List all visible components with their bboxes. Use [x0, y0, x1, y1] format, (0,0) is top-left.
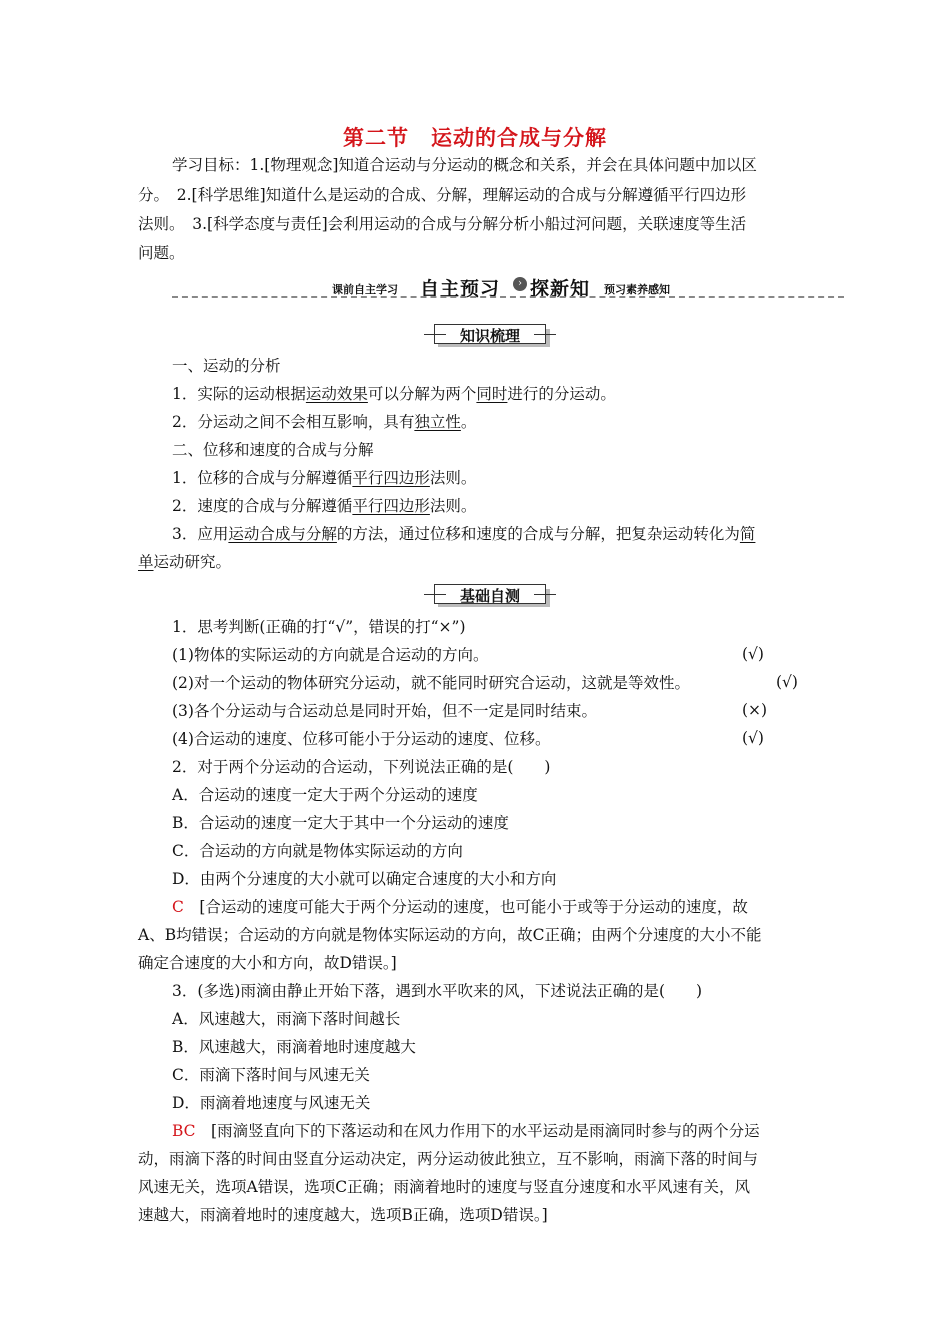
question-3-option-b: B．风速越大，雨滴着地时速度越大: [172, 1038, 416, 1056]
judgement-2: (2)对一个运动的物体研究分运动，就不能同时研究合运动，这就是等效性。: [172, 674, 690, 692]
question-2: 2．对于两个分运动的合运动，下列说法正确的是( ): [172, 758, 551, 776]
knowledge-item-3: 1．位移的合成与分解遵循平行四边形法则。: [172, 469, 477, 487]
question-2-option-d: D．由两个分速度的大小就可以确定合速度的大小和方向: [172, 870, 557, 888]
judgement-3: (3)各个分运动与合运动总是同时开始，但不一定是同时结束。: [172, 702, 597, 720]
knowledge-heading-1: 一、运动的分析: [172, 357, 281, 375]
judgement-4: (4)合运动的速度、位移可能小于分运动的速度、位移。: [172, 730, 551, 748]
chevron-right-icon: ›: [513, 277, 527, 291]
banner-right-label: 预习素养感知: [604, 283, 670, 296]
question-2-answer-line-2: A、B均错误；合运动的方向就是物体实际运动的方向，故C正确；由两个分速度的大小不能: [138, 926, 762, 944]
question-3-option-d: D．雨滴着地速度与风速无关: [172, 1094, 371, 1112]
knowledge-heading-2: 二、位移和速度的合成与分解: [172, 441, 374, 459]
question-3-answer-key: BC: [172, 1122, 196, 1140]
question-2-option-c: C．合运动的方向就是物体实际运动的方向: [172, 842, 463, 860]
banner-divider: [172, 296, 844, 298]
question-2-answer-line-3: 确定合速度的大小和方向，故D错误。]: [138, 954, 397, 972]
objectives-line-1: 学习目标：1.[物理观念]知道合运动与分运动的概念和关系，并会在具体问题中加以区: [172, 156, 757, 174]
knowledge-item-1: 1．实际的运动根据运动效果可以分解为两个同时进行的分运动。: [172, 385, 616, 403]
question-3-option-c: C．雨滴下落时间与风速无关: [172, 1066, 370, 1084]
section-heading-test: [424, 584, 556, 606]
knowledge-item-5-cont: 单运动研究。: [138, 553, 232, 571]
judgement-1-mark: (√): [742, 645, 764, 663]
question-1: 1．思考判断(正确的打“√”，错误的打“×”): [172, 618, 466, 636]
section-banner: [172, 274, 844, 298]
knowledge-item-2: 2．分运动之间不会相互影响，具有独立性。: [172, 413, 477, 431]
section-heading-label: 基础自测: [459, 587, 520, 605]
knowledge-item-4: 2．速度的合成与分解遵循平行四边形法则。: [172, 497, 477, 515]
question-3-answer-line-2: 动，雨滴下落的时间由竖直分运动决定，两分运动彼此独立，互不影响，雨滴下落的时间与: [138, 1150, 759, 1168]
question-2-option-b: B．合运动的速度一定大于其中一个分运动的速度: [172, 814, 509, 832]
question-3-answer-line-1: BC [雨滴竖直向下的下落运动和在风力作用下的水平运动是雨滴同时参与的两个分运: [172, 1122, 760, 1140]
judgement-3-mark: (×): [742, 701, 768, 719]
objectives-line-2: 分。 2.[科学思维]知道什么是运动的合成、分解，理解运动的合成与分解遵循平行四边形: [138, 186, 747, 204]
banner-left-label: 课前自主学习: [332, 283, 398, 296]
objectives-line-4: 问题。: [138, 244, 185, 262]
section-heading-label: 知识梳理: [459, 327, 520, 345]
judgement-4-mark: (√): [742, 729, 764, 747]
banner-main-1: 自主预习: [420, 278, 501, 300]
page-title: 第二节 运动的合成与分解: [343, 126, 607, 150]
question-2-option-a: A．合运动的速度一定大于两个分运动的速度: [172, 786, 478, 804]
section-heading-knowledge: [424, 324, 556, 346]
knowledge-item-5: 3．应用运动合成与分解的方法，通过位移和速度的合成与分解，把复杂运动转化为简: [172, 525, 756, 543]
question-3-answer-line-3: 风速无关，选项A错误，选项C正确；雨滴着地时的速度与竖直分速度和水平风速有关，风: [138, 1178, 751, 1196]
banner-main-2: 探新知: [530, 278, 591, 300]
question-3-option-a: A．风速越大，雨滴下落时间越长: [172, 1010, 401, 1028]
question-2-answer-line-1: C [合运动的速度可能大于两个分运动的速度，也可能小于或等于分运动的速度，故: [172, 898, 748, 916]
question-3-answer-line-4: 速越大，雨滴着地时的速度越大，选项B正确，选项D错误。]: [138, 1206, 548, 1224]
question-2-answer-key: C: [172, 898, 184, 916]
question-3: 3．(多选)雨滴由静止开始下落，遇到水平吹来的风，下述说法正确的是( ): [172, 982, 703, 1000]
objectives-line-3: 法则。 3.[科学态度与责任]会利用运动的合成与分解分析小船过河问题，关联速度等生活: [138, 215, 747, 233]
judgement-2-mark: (√): [776, 673, 798, 691]
judgement-1: (1)物体的实际运动的方向就是合运动的方向。: [172, 646, 489, 664]
